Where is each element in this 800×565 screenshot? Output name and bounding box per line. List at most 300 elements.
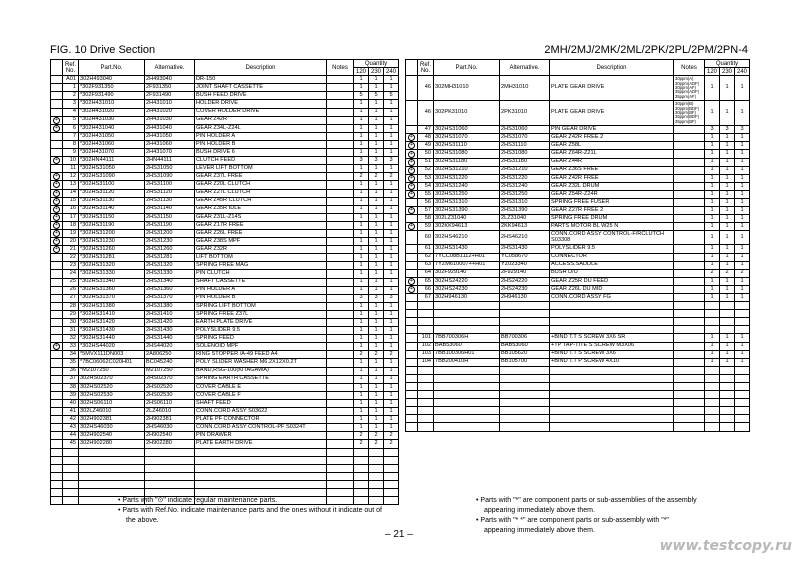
qty-cell-120: 1 bbox=[354, 335, 369, 343]
table-row bbox=[406, 245, 750, 253]
mark-cell bbox=[51, 448, 63, 456]
ref-no-cell: 11 bbox=[63, 165, 79, 173]
alternative-cell: 2HS31130 bbox=[145, 197, 195, 205]
qty-cell-120: 1 bbox=[705, 358, 720, 366]
qty-cell-120: 1 bbox=[354, 343, 369, 351]
description-cell: GEAR Z42R FREE 2 bbox=[550, 134, 674, 142]
notes-cell bbox=[674, 277, 705, 285]
notes-cell bbox=[327, 375, 354, 383]
ref-no-cell bbox=[418, 399, 434, 407]
ref-no-cell: 63 bbox=[418, 261, 434, 269]
ref-no-cell: 9 bbox=[63, 149, 79, 157]
notes-cell bbox=[327, 399, 354, 407]
table-row bbox=[51, 173, 399, 181]
part-no-cell: 302H902280 bbox=[79, 440, 145, 448]
component-notes bbox=[476, 496, 701, 536]
qty-cell-240: 1 bbox=[384, 221, 399, 229]
table-row bbox=[51, 197, 399, 205]
description-cell: CLUTCH FEED bbox=[195, 157, 327, 165]
table-row bbox=[406, 407, 750, 415]
table-row bbox=[51, 408, 399, 416]
part-no-cell: 302HS31310 bbox=[434, 199, 500, 207]
qty-cell-240 bbox=[384, 488, 399, 496]
alternative-cell: 2HS31340 bbox=[145, 278, 195, 286]
qty-cell-120: 1 bbox=[705, 342, 720, 350]
description-cell: PARTS MOTOR BL W25 N bbox=[550, 223, 674, 231]
mark-cell bbox=[51, 456, 63, 464]
description-cell: PLATE EARTH DRIVE bbox=[195, 440, 327, 448]
qty-cell-240: 1 bbox=[384, 205, 399, 213]
alternative-cell bbox=[500, 326, 550, 334]
part-no-cell: *302HS31380 bbox=[79, 302, 145, 310]
mark-cell bbox=[51, 294, 63, 302]
part-no-cell bbox=[79, 464, 145, 472]
qty-cell-120: 1 bbox=[354, 327, 369, 335]
qty-cell-120: 3 bbox=[354, 157, 369, 165]
description-cell: +BIND T.T P SCREW 4X10 bbox=[550, 358, 674, 366]
notes-cell bbox=[674, 310, 705, 318]
description-cell bbox=[550, 326, 674, 334]
table-row bbox=[51, 294, 399, 302]
qty-cell-120: 1 bbox=[705, 158, 720, 166]
mark-cell bbox=[406, 383, 418, 391]
notes-cell bbox=[327, 108, 354, 116]
table-row bbox=[406, 261, 750, 269]
quantity-header: Quantity bbox=[354, 60, 399, 68]
alternative-cell: 2H431010 bbox=[145, 100, 195, 108]
part-no-cell: *302HS31150 bbox=[79, 213, 145, 221]
qty-cell-240: 1 bbox=[384, 416, 399, 424]
notes-cell: 30ppm(B) 30ppm(BDF) 30ppm(BF) 35ppm(BDF) 35ppm(BF) bbox=[674, 101, 705, 126]
qty-cell-120: 1 bbox=[354, 391, 369, 399]
notes-cell bbox=[327, 424, 354, 432]
qty-cell-230: 1 bbox=[720, 215, 735, 223]
ref-no-cell bbox=[418, 310, 434, 318]
table-row bbox=[406, 358, 750, 366]
qty-cell-240 bbox=[735, 383, 750, 391]
ref-no-cell: 102 bbox=[418, 342, 434, 350]
maintenance-note-2: • Parts with Ref.No. indicate maintenance parts and the ones without it indicate out of the above. bbox=[118, 507, 382, 524]
qty-cell-120: 1 bbox=[705, 293, 720, 301]
ref-no-cell: 42 bbox=[63, 416, 79, 424]
part-no-cell: 302HS02370 bbox=[79, 375, 145, 383]
qty-cell-120: 1 bbox=[354, 310, 369, 318]
ref-no-cell: 51 bbox=[418, 158, 434, 166]
description-cell: PIN GEAR DRIVE bbox=[550, 126, 674, 134]
qty-cell-120 bbox=[705, 407, 720, 415]
ref-no-cell bbox=[63, 480, 79, 488]
qty-cell-120 bbox=[705, 383, 720, 391]
qty-cell-230: 1 bbox=[720, 158, 735, 166]
mark-cell bbox=[51, 375, 63, 383]
ref-no-cell: 56 bbox=[418, 199, 434, 207]
ref-no-cell bbox=[418, 302, 434, 310]
qty-cell-120: 1 bbox=[354, 416, 369, 424]
alternative-cell: 2H431070 bbox=[145, 149, 195, 157]
qty-cell-120: 1 bbox=[354, 262, 369, 270]
qty-cell-230: 1 bbox=[369, 254, 384, 262]
qty-cell-230: 3 bbox=[369, 157, 384, 165]
table-row bbox=[406, 293, 750, 301]
alternative-cell: 2HS31080 bbox=[500, 150, 550, 158]
qty-cell-230: 1 bbox=[720, 207, 735, 215]
qty-cell-230: 1 bbox=[369, 149, 384, 157]
part-no-cell: 302KK94613 bbox=[434, 223, 500, 231]
part-no-cell: 302H946130 bbox=[434, 293, 500, 301]
part-no-cell: 302HS31080 bbox=[434, 150, 500, 158]
table-row bbox=[406, 166, 750, 174]
qty-cell-240: 1 bbox=[735, 199, 750, 207]
ref-no-cell: 41 bbox=[63, 408, 79, 416]
alternative-cell: 2HS31230 bbox=[145, 238, 195, 246]
mark-cell bbox=[51, 286, 63, 294]
table-row bbox=[51, 351, 399, 359]
table-row bbox=[406, 391, 750, 399]
ref-no-cell: 1 bbox=[63, 84, 79, 92]
part-no-cell bbox=[79, 472, 145, 480]
description-cell: HOLDER DRIVE bbox=[195, 100, 327, 108]
description-cell: PIN HOLDER B bbox=[195, 294, 327, 302]
qty-cell-120: 1 bbox=[705, 76, 720, 101]
ref-no-cell: 49 bbox=[418, 142, 434, 150]
mark-cell bbox=[406, 407, 418, 415]
alternative-cell: YC058670 bbox=[500, 253, 550, 261]
description-cell bbox=[550, 399, 674, 407]
table-row bbox=[51, 359, 399, 367]
qty-cell-230 bbox=[369, 456, 384, 464]
mark-cell bbox=[406, 215, 418, 223]
notes-cell bbox=[327, 286, 354, 294]
qty-cell-230: 1 bbox=[369, 408, 384, 416]
qty-cell-120: 1 bbox=[354, 76, 369, 84]
qty-cell-120 bbox=[354, 472, 369, 480]
alternative-cell: 2HS31210 bbox=[500, 166, 550, 174]
alternative-cell: 2H902280 bbox=[145, 440, 195, 448]
maintenance-mark-icon: + bbox=[53, 214, 60, 221]
qty-cell-120: 5 bbox=[354, 92, 369, 100]
description-cell: CONN.CORD ASSY FG bbox=[550, 293, 674, 301]
table-row bbox=[406, 374, 750, 382]
qty-cell-240: 1 bbox=[384, 84, 399, 92]
qty-cell-120: 1 bbox=[705, 215, 720, 223]
qty-cell-240: 1 bbox=[735, 231, 750, 245]
alternative-cell: 2HS46030 bbox=[145, 424, 195, 432]
description-cell bbox=[550, 318, 674, 326]
qty-cell-230: 1 bbox=[720, 166, 735, 174]
qty-cell-230 bbox=[720, 318, 735, 326]
ref-no-cell: 4 bbox=[63, 108, 79, 116]
maintenance-mark-icon: + bbox=[53, 125, 60, 132]
qty-cell-240: 1 bbox=[384, 116, 399, 124]
description-cell: POLY SLIDER WASHER M6.2X12X0.2T bbox=[195, 359, 327, 367]
ref-no-cell bbox=[63, 448, 79, 456]
description-cell: PLATE GEAR DRIVE bbox=[550, 76, 674, 101]
part-no-cell: *302HS31190 bbox=[79, 221, 145, 229]
ref-no-cell bbox=[418, 326, 434, 334]
part-no-cell bbox=[434, 310, 500, 318]
part-no-cell bbox=[434, 399, 500, 407]
description-cell: GEAR Z37L FREE bbox=[195, 173, 327, 181]
table-row bbox=[51, 84, 399, 92]
description-cell: GEAR Z31L-Z14S bbox=[195, 213, 327, 221]
ref-no-cell: 20 bbox=[63, 238, 79, 246]
part-no-cell: *302HS31120 bbox=[79, 189, 145, 197]
table-row bbox=[51, 181, 399, 189]
mark-cell bbox=[51, 310, 63, 318]
qty-cell-120: 1 bbox=[354, 367, 369, 375]
mark-cell bbox=[406, 182, 418, 190]
qty-cell-230 bbox=[369, 464, 384, 472]
ref-no-cell: 104 bbox=[418, 358, 434, 366]
ref-no-cell: 25 bbox=[63, 278, 79, 286]
qty-cell-240 bbox=[735, 415, 750, 423]
qty-cell-230: 1 bbox=[369, 189, 384, 197]
notes-cell: 30ppm(A) 30ppm(ADF) 30ppm(AF) 35ppm(ADF) 35ppm(AF) bbox=[674, 76, 705, 101]
qty-cell-230: 1 bbox=[369, 327, 384, 335]
description-cell: SHAFT CASSETTE bbox=[195, 278, 327, 286]
part-no-cell: 302HS31250 bbox=[434, 190, 500, 198]
model-title: 2MH/2MJ/2MK/2ML/2PK/2PL/2PM/2PN-4 bbox=[544, 44, 748, 56]
mark-cell bbox=[51, 254, 63, 262]
mark-cell bbox=[406, 245, 418, 253]
part-no-cell: 302LZ46010 bbox=[79, 408, 145, 416]
part-no-cell: *7BC06062C020H01 bbox=[79, 359, 145, 367]
mark-cell bbox=[406, 223, 418, 231]
part-no-cell bbox=[434, 302, 500, 310]
notes-cell bbox=[674, 142, 705, 150]
qty-240-header: 240 bbox=[735, 68, 750, 76]
description-cell: GEAR Z17R FREE bbox=[195, 221, 327, 229]
alternative-cell: 2H431020 bbox=[145, 108, 195, 116]
mark-cell bbox=[51, 343, 63, 351]
qty-cell-240: 1 bbox=[735, 190, 750, 198]
qty-cell-230: 1 bbox=[369, 286, 384, 294]
alternative-cell: 2HS02520 bbox=[145, 383, 195, 391]
part-no-cell: 302MH31010 bbox=[434, 76, 500, 101]
ref-no-cell bbox=[63, 497, 79, 505]
part-no-cell: *302HS31330 bbox=[79, 270, 145, 278]
alternative-cell: 2HS31220 bbox=[500, 174, 550, 182]
alternative-cell: 2HS06110 bbox=[145, 399, 195, 407]
description-cell bbox=[550, 407, 674, 415]
notes-cell bbox=[327, 229, 354, 237]
qty-cell-120: 1 bbox=[705, 190, 720, 198]
table-row bbox=[406, 190, 750, 198]
alternative-cell: BB700306 bbox=[500, 334, 550, 342]
alternative-cell: 2HS31330 bbox=[145, 270, 195, 278]
qty-cell-240: 1 bbox=[384, 367, 399, 375]
part-no-cell bbox=[434, 423, 500, 431]
part-no-cell bbox=[434, 415, 500, 423]
part-no-cell: *302H431070 bbox=[79, 149, 145, 157]
qty-cell-240 bbox=[735, 391, 750, 399]
ref-no-cell: 17 bbox=[63, 213, 79, 221]
qty-cell-240: 1 bbox=[384, 319, 399, 327]
qty-cell-230: 1 bbox=[369, 205, 384, 213]
ref-no-cell: 57 bbox=[418, 207, 434, 215]
qty-cell-120: 1 bbox=[354, 229, 369, 237]
qty-cell-230: 1 bbox=[369, 108, 384, 116]
qty-cell-230: 1 bbox=[720, 76, 735, 101]
qty-cell-120: 2 bbox=[354, 432, 369, 440]
table-row bbox=[406, 150, 750, 158]
mark-cell bbox=[51, 108, 63, 116]
alternative-cell: 2HS31060 bbox=[500, 126, 550, 134]
right-table-body bbox=[406, 76, 750, 431]
notes-cell bbox=[674, 391, 705, 399]
description-cell: GEAR Z26L DU MID bbox=[550, 285, 674, 293]
notes-header: Notes bbox=[674, 60, 705, 76]
table-row bbox=[51, 165, 399, 173]
qty-cell-240: 2 bbox=[384, 432, 399, 440]
qty-cell-230 bbox=[720, 302, 735, 310]
qty-cell-230: 3 bbox=[720, 126, 735, 134]
part-no-cell: *302HS31420 bbox=[79, 319, 145, 327]
qty-cell-230: 1 bbox=[369, 100, 384, 108]
ref-no-cell: 28 bbox=[63, 302, 79, 310]
alternative-cell: 2HS31420 bbox=[145, 319, 195, 327]
notes-cell bbox=[327, 294, 354, 302]
description-cell: SHAFT FEED bbox=[195, 399, 327, 407]
description-cell: SPRING LIFT BOTTOM bbox=[195, 302, 327, 310]
qty-cell-240: 1 bbox=[735, 334, 750, 342]
qty-cell-230: 1 bbox=[369, 84, 384, 92]
description-cell: GEAR Z64R-Z21L bbox=[550, 150, 674, 158]
qty-cell-230: 2 bbox=[720, 269, 735, 277]
qty-cell-120 bbox=[705, 399, 720, 407]
alternative-cell: 2MH31010 bbox=[500, 76, 550, 101]
qty-cell-240: 1 bbox=[735, 342, 750, 350]
alternative-cell: BB105620 bbox=[500, 350, 550, 358]
part-no-cell: *302HS31100 bbox=[79, 181, 145, 189]
qty-cell-240: 1 bbox=[384, 302, 399, 310]
ref-no-cell: 10 bbox=[63, 157, 79, 165]
table-row bbox=[51, 375, 399, 383]
ref-no-cell: 15 bbox=[63, 197, 79, 205]
mark-cell bbox=[406, 76, 418, 101]
notes-cell bbox=[327, 440, 354, 448]
ref-no-header: Ref. No. bbox=[63, 60, 79, 76]
table-row bbox=[51, 448, 399, 456]
qty-cell-240: 1 bbox=[735, 166, 750, 174]
part-no-cell bbox=[434, 318, 500, 326]
notes-cell bbox=[327, 472, 354, 480]
qty-cell-230: 2 bbox=[369, 432, 384, 440]
maintenance-mark-icon: + bbox=[408, 278, 415, 285]
alternative-cell: 2H902540 bbox=[145, 432, 195, 440]
table-row bbox=[406, 207, 750, 215]
table-row bbox=[51, 140, 399, 148]
alternative-cell: 2HS31120 bbox=[145, 189, 195, 197]
qty-cell-120: 1 bbox=[354, 140, 369, 148]
notes-cell bbox=[674, 374, 705, 382]
qty-cell-230: 1 bbox=[369, 359, 384, 367]
ref-no-cell: 22 bbox=[63, 254, 79, 262]
alternative-cell: M2107250 bbox=[145, 367, 195, 375]
description-cell: CONNECTOR bbox=[550, 253, 674, 261]
part-no-cell: 302LZ31040 bbox=[434, 215, 500, 223]
alternative-cell: 2HS31430 bbox=[145, 327, 195, 335]
qty-cell-240: 1 bbox=[384, 270, 399, 278]
mark-cell bbox=[406, 134, 418, 142]
mark-cell bbox=[406, 423, 418, 431]
qty-cell-240: 1 bbox=[384, 278, 399, 286]
ref-no-cell: 50 bbox=[418, 150, 434, 158]
mark-cell bbox=[51, 278, 63, 286]
qty-cell-240: 1 bbox=[735, 293, 750, 301]
qty-cell-230: 2 bbox=[369, 440, 384, 448]
qty-cell-230 bbox=[369, 480, 384, 488]
qty-cell-240: 1 bbox=[384, 76, 399, 84]
table-row bbox=[406, 326, 750, 334]
qty-cell-120: 1 bbox=[705, 182, 720, 190]
mark-cell bbox=[406, 293, 418, 301]
qty-cell-120: 1 bbox=[354, 399, 369, 407]
qty-cell-230: 1 bbox=[720, 223, 735, 231]
left-parts-table bbox=[50, 59, 399, 505]
ref-no-cell: 61 bbox=[418, 245, 434, 253]
notes-cell bbox=[674, 261, 705, 269]
mark-cell bbox=[406, 318, 418, 326]
ref-no-cell bbox=[418, 318, 434, 326]
maintenance-mark-icon: + bbox=[408, 191, 415, 198]
alternative-cell bbox=[145, 456, 195, 464]
mark-cell bbox=[406, 415, 418, 423]
notes-cell bbox=[327, 448, 354, 456]
description-cell: SPRING FREE FUSER bbox=[550, 199, 674, 207]
mark-cell bbox=[51, 124, 63, 132]
part-no-cell: 302H902381 bbox=[79, 416, 145, 424]
ref-no-cell: 31 bbox=[63, 327, 79, 335]
qty-230-header: 230 bbox=[369, 68, 384, 76]
description-cell bbox=[195, 464, 327, 472]
qty-cell-230 bbox=[720, 391, 735, 399]
qty-cell-240: 1 bbox=[735, 215, 750, 223]
notes-cell bbox=[674, 334, 705, 342]
qty-cell-120: 1 bbox=[354, 278, 369, 286]
qty-cell-230 bbox=[720, 366, 735, 374]
ref-no-cell: 58 bbox=[418, 215, 434, 223]
qty-cell-230: 1 bbox=[369, 278, 384, 286]
qty-cell-120: 1 bbox=[354, 359, 369, 367]
alternative-cell: 2HS31050 bbox=[145, 165, 195, 173]
notes-cell bbox=[327, 197, 354, 205]
table-row bbox=[51, 262, 399, 270]
qty-cell-120: 1 bbox=[354, 165, 369, 173]
ref-no-cell: 30 bbox=[63, 319, 79, 327]
qty-cell-230: 1 bbox=[369, 399, 384, 407]
ref-no-cell bbox=[418, 391, 434, 399]
notes-cell bbox=[327, 343, 354, 351]
description-cell: BUSH DRIVE 6 bbox=[195, 149, 327, 157]
qty-cell-120: 1 bbox=[354, 286, 369, 294]
mark-cell bbox=[51, 351, 63, 359]
qty-cell-120: 1 bbox=[354, 205, 369, 213]
qty-cell-120: 1 bbox=[354, 221, 369, 229]
ref-no-cell bbox=[418, 383, 434, 391]
table-row bbox=[51, 367, 399, 375]
alternative-cell: 2HS02530 bbox=[145, 391, 195, 399]
notes-cell bbox=[674, 174, 705, 182]
part-no-cell: *302HS31320 bbox=[79, 262, 145, 270]
part-no-cell: 302HS06110 bbox=[79, 399, 145, 407]
notes-cell bbox=[327, 359, 354, 367]
table-row bbox=[51, 286, 399, 294]
description-cell: SPRING FREE Z37L bbox=[195, 310, 327, 318]
description-cell: PLATE PF CONNECTOR bbox=[195, 416, 327, 424]
notes-cell bbox=[674, 326, 705, 334]
alternative-cell bbox=[500, 415, 550, 423]
